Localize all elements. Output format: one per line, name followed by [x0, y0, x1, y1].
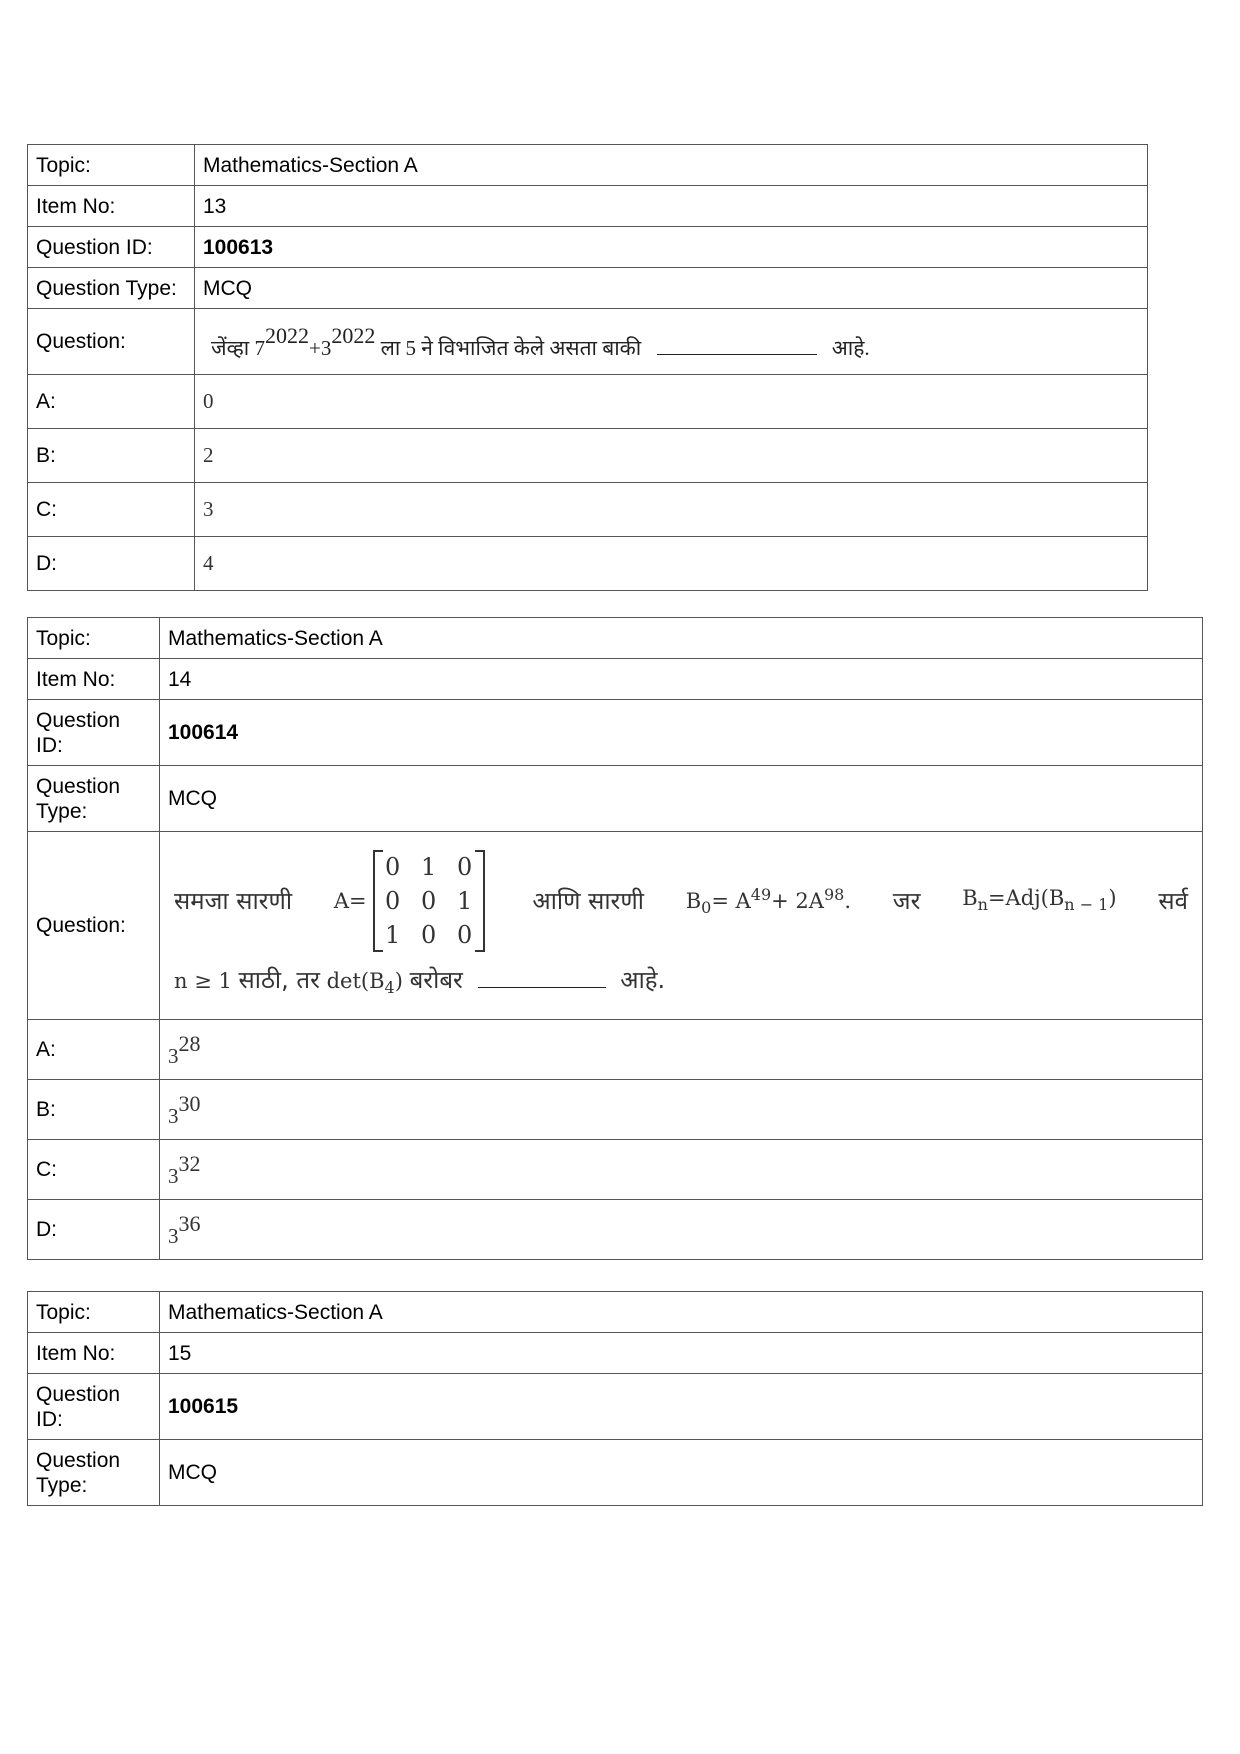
q13-middle: ला 5 ने विभाजित केले असता बाकी — [380, 335, 642, 360]
topic-label: Topic: — [28, 618, 160, 659]
option-row-d — [28, 1200, 1203, 1260]
option-label: A: — [28, 375, 195, 429]
answer-blank — [478, 987, 606, 988]
question-type-value: MCQ — [160, 1440, 1203, 1506]
question-id-label: Question ID: — [28, 227, 195, 268]
option-row-b — [28, 429, 1148, 483]
q14-bn-def: $B_n=Adj(B_{n - 1})$ — [962, 885, 1117, 914]
question-id-row — [28, 1374, 1203, 1440]
option-label: B: — [28, 1080, 160, 1140]
option-row-c — [28, 483, 1148, 537]
question-text — [160, 832, 1203, 1020]
option-label: A: — [28, 1020, 160, 1080]
item-value: 15 — [160, 1333, 1203, 1374]
option-value[interactable]: $3^{28}$ — [160, 1020, 1203, 1080]
question-id-label: Question ID: — [28, 700, 160, 766]
topic-row — [28, 145, 1148, 186]
question-type-label: Question Type: — [28, 766, 160, 832]
option-row-a — [28, 375, 1148, 429]
q14-w3: जर — [892, 886, 921, 915]
question-type-row — [28, 268, 1148, 309]
question-block-14 — [27, 617, 1203, 1260]
question-row — [28, 832, 1203, 1020]
option-row-b — [28, 1080, 1203, 1140]
option-row-a — [28, 1020, 1203, 1080]
q13-plus: + — [309, 335, 321, 360]
option-value[interactable]: $3^{32}$ — [160, 1140, 1203, 1200]
option-label: C: — [28, 1140, 160, 1200]
topic-value: Mathematics-Section A — [195, 145, 1148, 186]
option-label: C: — [28, 483, 195, 537]
question-type-value: MCQ — [160, 766, 1203, 832]
item-label: Item No: — [28, 659, 160, 700]
question-type-row — [28, 766, 1203, 832]
option-value[interactable]: 3 — [195, 483, 1148, 537]
answer-blank — [657, 354, 817, 355]
question-id-row — [28, 700, 1203, 766]
q14-line2: n ≥ 1 साठी, तर $\det(B_4)$ बरोबर आहे. — [174, 966, 666, 998]
question-block-13 — [27, 144, 1148, 591]
item-value: 13 — [195, 186, 1148, 227]
q14-w4: सर्व — [1158, 886, 1188, 915]
question-type-label: Question Type: — [28, 268, 195, 309]
topic-row — [28, 618, 1203, 659]
question-text — [195, 309, 1148, 375]
topic-value: Mathematics-Section A — [160, 618, 1203, 659]
q13-term2: $3^{2022}$ — [320, 322, 376, 360]
question-row — [28, 309, 1148, 375]
q13-suffix: आहे. — [831, 335, 870, 360]
question-id-label: Question ID: — [28, 1374, 160, 1440]
question-label: Question: — [28, 832, 160, 1020]
option-value[interactable]: 0 — [195, 375, 1148, 429]
q13-prefix: जेंव्हा — [211, 335, 250, 360]
question-id-row — [28, 227, 1148, 268]
q14-w2: आणि सारणी — [532, 886, 644, 915]
item-row — [28, 659, 1203, 700]
question-type-row — [28, 1440, 1203, 1506]
q13-term1: $7^{2022}$ — [254, 322, 309, 360]
question-id-value: 100614 — [160, 700, 1203, 766]
option-row-c — [28, 1140, 1203, 1200]
item-label: Item No: — [28, 186, 195, 227]
option-label: B: — [28, 429, 195, 483]
option-value[interactable]: 4 — [195, 537, 1148, 591]
option-row-d — [28, 537, 1148, 591]
question-label: Question: — [28, 309, 195, 375]
item-value: 14 — [160, 659, 1203, 700]
option-value[interactable]: $3^{30}$ — [160, 1080, 1203, 1140]
option-label: D: — [28, 537, 195, 591]
item-row — [28, 186, 1148, 227]
q14-line1 — [174, 850, 1194, 952]
option-value[interactable]: $3^{36}$ — [160, 1200, 1203, 1260]
option-label: D: — [28, 1200, 160, 1260]
topic-value: Mathematics-Section A — [160, 1292, 1203, 1333]
q14-a-def: A= 0 1 0 0 0 1 1 0 0 — [334, 850, 491, 952]
topic-label: Topic: — [28, 145, 195, 186]
option-value[interactable]: 2 — [195, 429, 1148, 483]
question-block-15 — [27, 1291, 1203, 1506]
q14-b0-def: $B_0= A^{49}+ 2A^{98}$. — [685, 885, 852, 918]
item-row — [28, 1333, 1203, 1374]
question-id-value: 100613 — [195, 227, 1148, 268]
topic-label: Topic: — [28, 1292, 160, 1333]
topic-row — [28, 1292, 1203, 1333]
q14-w1: समजा सारणी — [174, 886, 293, 915]
matrix-a: 0 1 0 0 0 1 1 0 0 — [373, 850, 485, 952]
item-label: Item No: — [28, 1333, 160, 1374]
question-id-value: 100615 — [160, 1374, 1203, 1440]
question-type-value: MCQ — [195, 268, 1148, 309]
q14-det: $\det(B_4)$ — [326, 969, 403, 998]
question-type-label: Question Type: — [28, 1440, 160, 1506]
